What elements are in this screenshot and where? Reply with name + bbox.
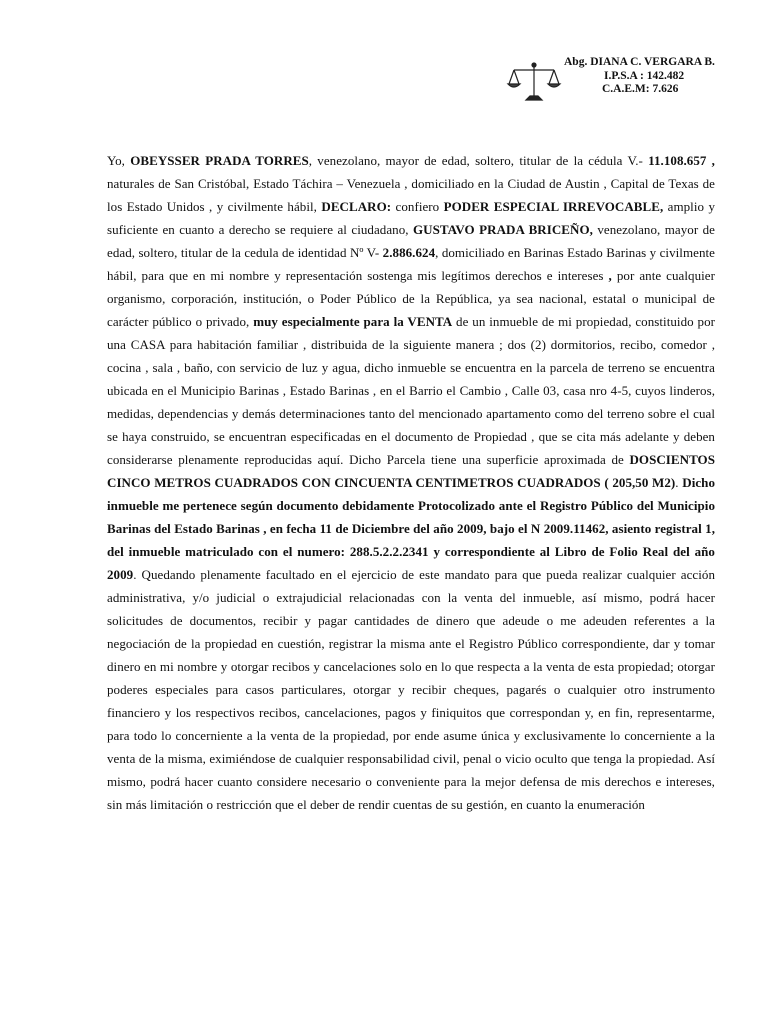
bold-text-segment: DECLARO: [321, 199, 392, 214]
ipsa-number: I.P.S.A : 142.482 [604, 69, 685, 82]
bold-text-segment: GUSTAVO PRADA BRICEÑO, [412, 222, 593, 237]
caem-number: C.A.E.M: 7.626 [602, 83, 679, 95]
lawyer-name: Abg. DIANA C. VERGARA B. [564, 56, 715, 68]
text-segment: de un inmueble de mi propiedad, constituido por una CASA para habitación familiar , distribuida de la siguiente manera ; dos (2) dormitorios, recibo, comedor , cocina , sala , baño, con servicio de luz y agua, dicho inmueble se encuentra en la parcela de terreno se encuentra ubicada en el Municipio Barinas , Estado Barinas , en el Barrio el Cambio , Calle 03, casa nro 4-5, cuyos linderos, medidas, dependencias y demás determinaciones tanto del mencionado apartamento como del terreno sobre el cual se haya construido, se encuentran especificadas en el documento de Propiedad , que se cita más adelante y deben considerarse plenamente reproducidas aquí. Dicho Parcela tiene una superficie aproximada de [107, 314, 716, 467]
text-segment: . [675, 475, 683, 490]
text-segment: confiero [391, 199, 444, 214]
text-segment: , venezolano, mayor de edad, soltero, titular de la cédula V.- [308, 153, 649, 168]
bold-text-segment: DOSCIENTOS CINCO METROS CUADRADOS CON CINCUENTA CENTIMETROS CUADRADOS ( 205,50 M2) [107, 452, 715, 490]
bold-text-segment: 11.108.657 , [648, 153, 715, 168]
bold-text-segment: OBEYSSER PRADA TORRES [130, 153, 309, 168]
bold-text-segment: PODER ESPECIAL IRREVOCABLE, [443, 199, 664, 214]
bold-text-segment: , [608, 268, 612, 283]
letterhead-text [564, 56, 754, 97]
letterhead [506, 56, 756, 104]
bold-text-segment: muy especialmente para la VENTA [253, 314, 453, 329]
bold-text-segment: 2.886.624 [382, 245, 436, 260]
text-segment: por ante cualquier organismo, corporación, institución, o Poder Público de la República, ya sea nacional, estatal o municipal de carácter público o privado, [107, 268, 715, 329]
text-segment: . Quedando plenamente facultado en el ejercicio de este mandato para que pueda realizar cualquier acción administrativa, y/o judicial o extrajudicial relacionadas con la venta del inmueble, así mismo, podrá hacer solicitudes de documentos, recibir y pagar cantidades de dinero que adeude o me adeuden referentes a la negociación de la propiedad en cuestión, registrar la misma ante el Registro Público correspondiente, dar y tomar dinero en mi nombre y otorgar recibos y cancelaciones solo en lo que respecta a la venta de esta propiedad; otorgar poderes especiales para casos particulares, otorgar y recibir cheques, pagarés o cualquier otro instrumento financiero y los respectivos recibos, cancelaciones, pagos y finiquitos que correspondan y, en fin, representarme, para todo lo concerniente a la venta de la propiedad, por ende asume única y exclusivamente lo concerniente a la venta de la misma, eximiéndose de cualquier responsabilidad civil, penal o vicio oculto que tenga la propiedad. Así mismo, podrá hacer cuanto considere necesario o conveniente para la mejor defensa de mis derechos e intereses, sin más limitación o restricción que el deber de rendir cuentas de su gestión, en cuanto la enumeración [107, 567, 715, 812]
text-segment: venezolano, mayor de edad, soltero, titular de la cedula de identidad Nº V- [107, 222, 715, 260]
document-body [107, 149, 715, 816]
text-segment: amplio y suficiente en cuanto a derecho se requiere al ciudadano, [107, 199, 715, 237]
text-segment: Yo, [107, 153, 131, 168]
scales-of-justice-icon [506, 60, 562, 104]
bold-text-segment: Dicho inmueble me pertenece según documento debidamente Protocolizado ante el Registro Público del Municipio Barinas del Estado Barinas , en fecha 11 de Diciembre del año 2009, bajo el N 2009.11462, asiento registral 1, del inmueble matriculado con el numero: 288.5.2.2.2341 y correspondiente al Libro de Folio Real del año 2009 [107, 475, 715, 582]
text-segment: , domiciliado en Barinas Estado Barinas y civilmente hábil, para que en mi nombre y representación sostenga mis legítimos derechos e intereses [107, 245, 715, 283]
text-segment: naturales de San Cristóbal, Estado Táchira – Venezuela , domiciliado en la Ciudad de Austin , Capital de Texas de los Estado Unidos , y civilmente hábil, [107, 176, 715, 214]
body-paragraph [107, 149, 715, 816]
